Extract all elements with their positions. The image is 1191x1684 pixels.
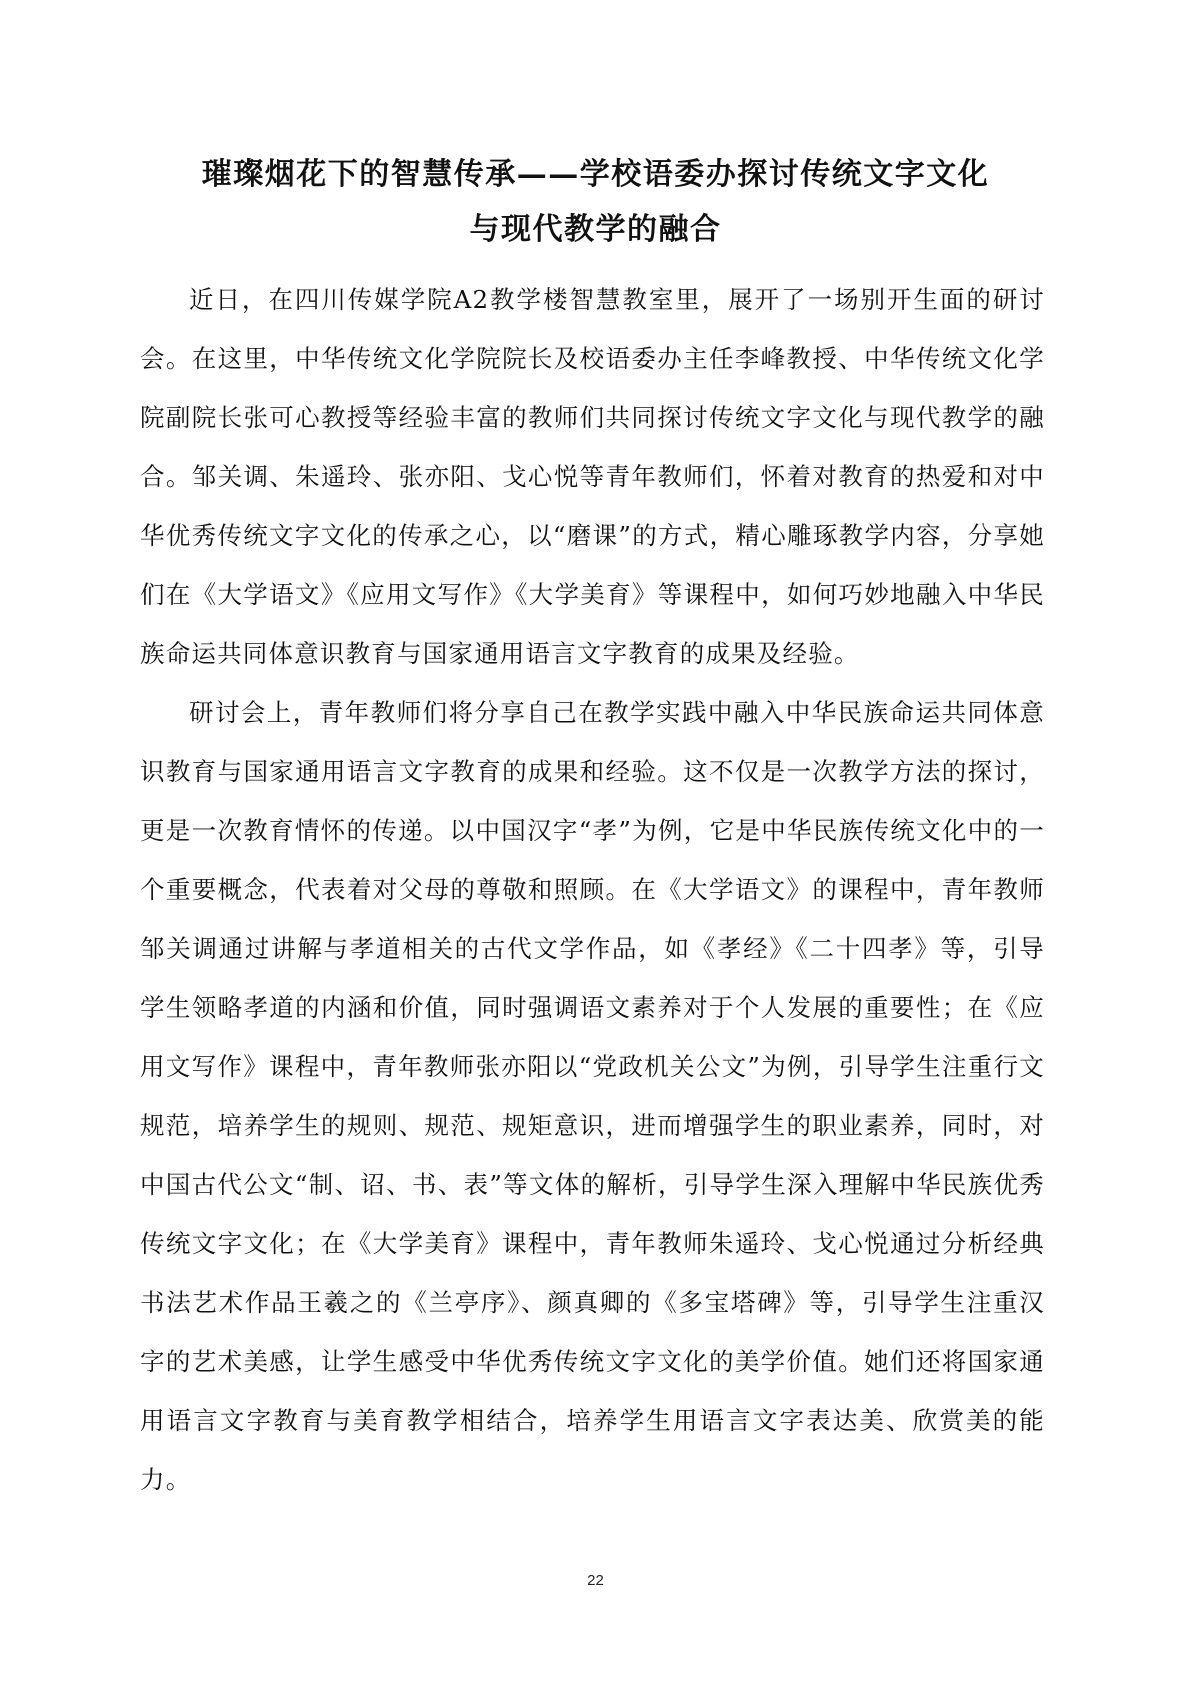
article-title-line-2: 与现代教学的融合 xyxy=(469,212,722,247)
article-body xyxy=(140,270,1045,1509)
paragraph-1: 近日，在四川传媒学院A2教学楼智慧教室里，展开了一场别开生面的研讨会。在这里，中华传统文化学院院长及校语委办主任李峰教授、中华传统文化学院副院长张可心教授等经验丰富的教师们共同探讨传统文字文化与现代教学的融合。邹关调、朱遥玲、张亦阳、戈心悦等青年教师们，怀着对教育的热爱和对中华优秀传统文字文化的传承之心，以“磨课”的方式，精心雕琢教学内容，分享她们在《大学语文》《应用文写作》《大学美育》等课程中，如何巧妙地融入中华民族命运共同体意识教育与国家通用语言文字教育的成果及经验。 xyxy=(140,285,1045,668)
article-title-line-1: 璀璨烟花下的智慧传承——学校语委办探讨传统文字文化 xyxy=(201,157,990,192)
paragraph-2: 研讨会上，青年教师们将分享自己在教学实践中融入中华民族命运共同体意识教育与国家通用语言文字教育的成果和经验。这不仅是一次教学方法的探讨，更是一次教育情怀的传递。以中国汉字“孝”为例，它是中华民族传统文化中的一个重要概念，代表着对父母的尊敬和照顾。在《大学语文》的课程中，青年教师邹关调通过讲解与孝道相关的古代文学作品，如《孝经》《二十四孝》等，引导学生领略孝道的内涵和价值，同时强调语文素养对于个人发展的重要性；在《应用文写作》课程中，青年教师张亦阳以“党政机关公文”为例，引导学生注重行文规范，培养学生的规则、规范、规矩意识，进而增强学生的职业素养，同时，对中国古代公文“制、诏、书、表”等文体的解析，引导学生深入理解中华民族优秀传统文字文化；在《大学美育》课程中，青年教师朱遥玲、戈心悦通过分析经典书法艺术作品王羲之的《兰亭序》、颜真卿的《多宝塔碑》等，引导学生注重汉字的艺术美感，让学生感受中华优秀传统文字文化的美学价值。她们还将国家通用语言文字教育与美育教学相结合，培养学生用语言文字表达美、欣赏美的能力。 xyxy=(140,698,1045,1494)
page-number: 22 xyxy=(587,1572,604,1589)
